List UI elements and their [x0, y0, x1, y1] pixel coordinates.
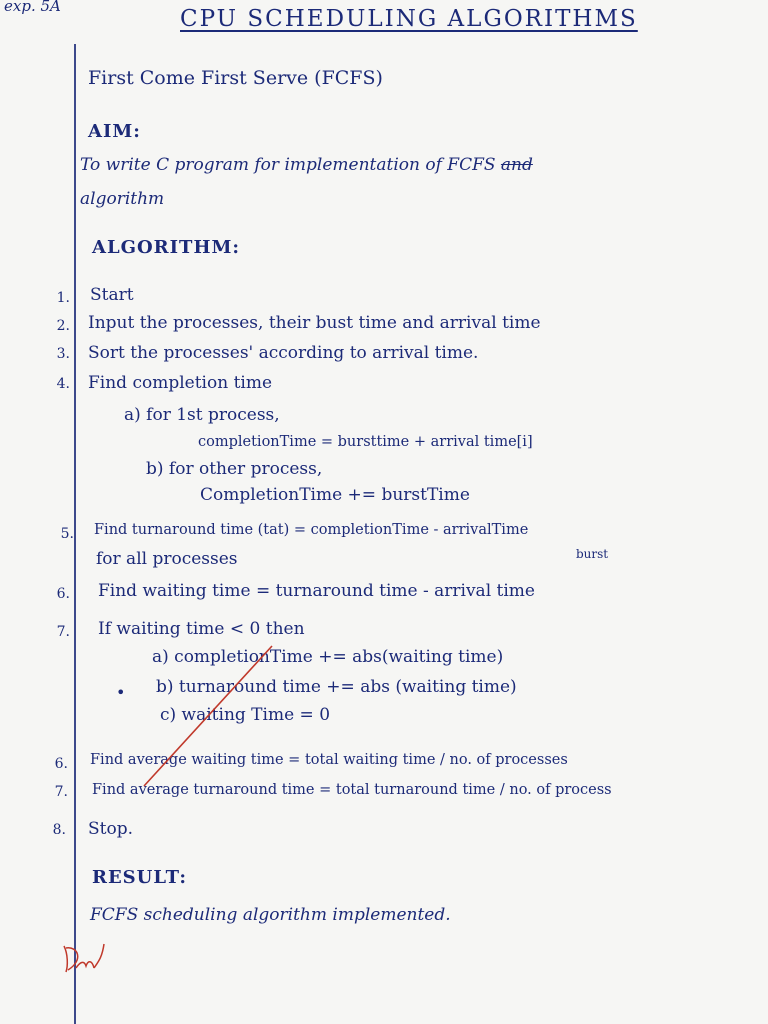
margin-line [74, 44, 76, 1024]
step-number: 5. [60, 526, 74, 542]
step-text: Start [90, 285, 134, 305]
step-text: c) waiting Time = 0 [160, 705, 331, 725]
stray-dot: • [116, 683, 126, 702]
step-text: a) for 1st process, [124, 405, 280, 425]
step-text: Find average turnaround time = total turnaround time / no. of process [92, 782, 612, 798]
step-number: 7. [56, 624, 70, 640]
aim-line-2: algorithm [80, 189, 165, 209]
step-text: If waiting time < 0 then [98, 619, 305, 639]
step-text: b) turnaround time += abs (waiting time) [156, 677, 517, 697]
step-text: Stop. [88, 819, 133, 839]
step-text: completionTime = bursttime + arrival time[i] [198, 434, 533, 450]
step-text: CompletionTime += burstTime [200, 485, 470, 505]
aim-text: To write C program for implementation of FCFS [80, 155, 496, 175]
aim-heading: AIM: [88, 121, 141, 142]
insertion-word: burst [576, 547, 609, 561]
aim-line-1 [80, 156, 533, 176]
experiment-label: exp. 5A [4, 0, 61, 15]
result-text: FCFS scheduling algorithm implemented. [90, 905, 451, 925]
aim-struck-word: and [500, 155, 533, 175]
step-number: 6. [54, 756, 68, 772]
step-text: Input the processes, their bust time and arrival time [88, 313, 541, 333]
red-check-mark [140, 640, 280, 790]
step-text: a) completionTime += abs(waiting time) [152, 647, 504, 667]
result-heading: RESULT: [92, 867, 187, 888]
step-number: 2. [56, 318, 70, 334]
step-number: 1. [56, 290, 70, 306]
step-number: 8. [52, 822, 66, 838]
algorithm-heading: ALGORITHM: [92, 237, 241, 258]
step-number: 4. [56, 376, 70, 392]
step-text: Find turnaround time (tat) = completionTime - arrivalTime [94, 522, 529, 538]
step-text: for all processes [96, 549, 238, 569]
step-text: Find completion time [88, 373, 273, 393]
step-number: 6. [56, 586, 70, 602]
step-text: Sort the processes' according to arrival time. [88, 343, 479, 363]
signature-mark [58, 940, 106, 976]
step-number: 3. [56, 346, 70, 362]
step-number: 7. [54, 784, 68, 800]
page-title: CPU SCHEDULING ALGORITHMS [180, 6, 638, 32]
subtitle: First Come First Serve (FCFS) [88, 67, 383, 89]
step-text: Find average waiting time = total waiting time / no. of processes [90, 752, 568, 768]
step-text: b) for other process, [146, 459, 323, 479]
step-text: Find waiting time = turnaround time - arrival time [98, 581, 535, 601]
